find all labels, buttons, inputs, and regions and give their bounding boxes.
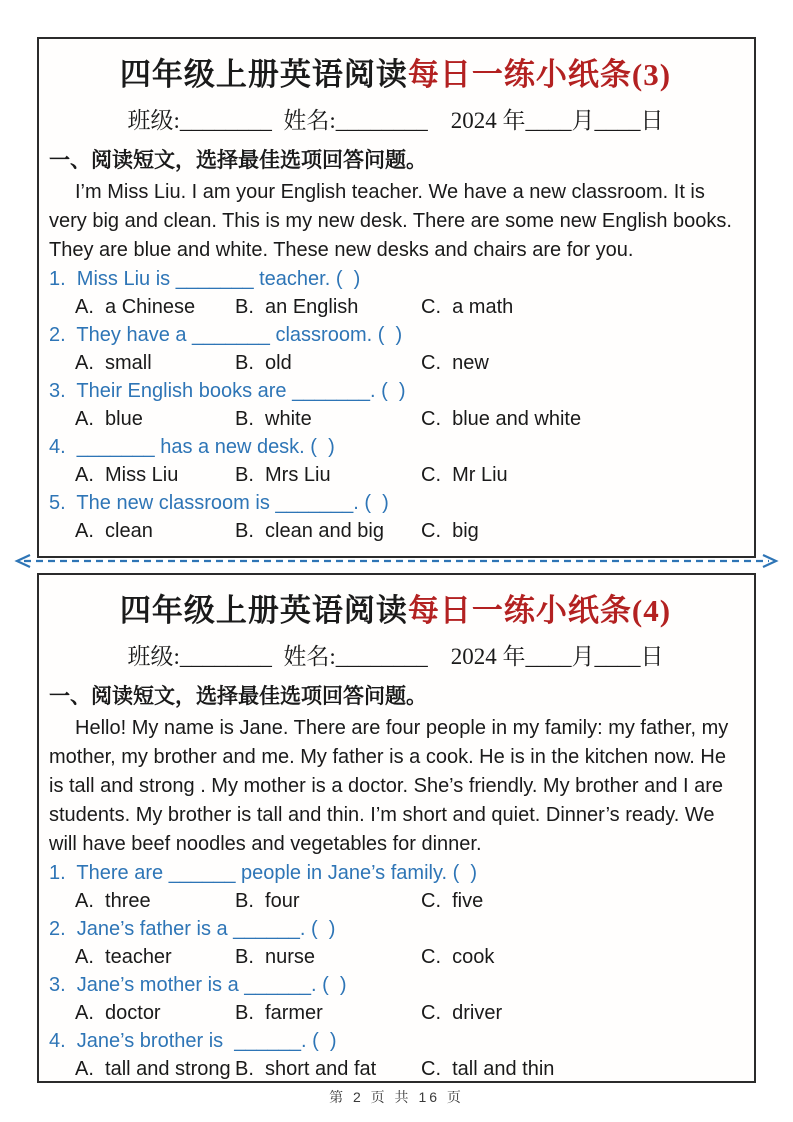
option-b: B. farmer (235, 1002, 323, 1024)
option-c: C. five (421, 890, 484, 912)
option-c: C. tall and thin (421, 1058, 555, 1080)
options-row-2 (49, 349, 742, 377)
option-a: A. tall and strong (75, 1058, 231, 1080)
title-red-part: 每日一练小纸条(4) (407, 593, 672, 628)
class-name-date-line: 班级:________ 姓名:________ 2024 年____月____日 (127, 108, 664, 133)
option-a: A. a Chinese (75, 296, 196, 318)
page-number-footer: 第 2 页 共 16 页 (329, 1089, 464, 1105)
title-black-part: 四年级上册英语阅读 (119, 593, 408, 628)
option-b: B. short and fat (235, 1058, 377, 1080)
question-1: 1. There are ______ people in Jane’s family. ( ) (49, 862, 478, 884)
option-a: A. Miss Liu (75, 464, 179, 486)
options-row-4 (49, 461, 742, 489)
option-c: C. big (421, 520, 479, 542)
options-row-4 (49, 1055, 742, 1083)
option-b: B. clean and big (235, 520, 384, 542)
class-name-date-line: 班级:________ 姓名:________ 2024 年____月____日 (127, 644, 664, 669)
option-a: A. doctor (75, 1002, 161, 1024)
worksheet-4-box (37, 573, 756, 1083)
cut-line-divider (0, 552, 793, 570)
option-a: A. blue (75, 408, 143, 430)
option-c: C. new (421, 352, 489, 374)
option-b: B. an English (235, 296, 359, 318)
question-2: 2. Jane’s father is a ______. ( ) (49, 918, 336, 940)
worksheet-3-box (37, 37, 756, 558)
question-5: 5. The new classroom is _______. ( ) (49, 492, 389, 514)
dashed-line-with-arrows-icon (0, 552, 793, 570)
option-c: C. a math (421, 296, 514, 318)
option-c: C. cook (421, 946, 495, 968)
option-b: B. old (235, 352, 292, 374)
title-red-part: 每日一练小纸条(3) (407, 57, 672, 92)
question-2: 2. They have a _______ classroom. ( ) (49, 324, 403, 346)
options-row-1 (49, 293, 742, 321)
option-a: A. three (75, 890, 151, 912)
option-a: A. teacher (75, 946, 172, 968)
option-b: B. four (235, 890, 300, 912)
worksheet-4-title (49, 585, 742, 630)
question-4: 4. Jane’s brother is ______. ( ) (49, 1030, 337, 1052)
option-b: B. nurse (235, 946, 316, 968)
options-row-2 (49, 943, 742, 971)
question-3: 3. Jane’s mother is a ______. ( ) (49, 974, 347, 996)
option-c: C. Mr Liu (421, 464, 508, 486)
options-row-5 (49, 517, 742, 545)
worksheet-3-title (49, 49, 742, 94)
title-black-part: 四年级上册英语阅读 (119, 57, 408, 92)
section-heading: 一、阅读短文，选择最佳选项回答问题。 (49, 684, 427, 708)
option-b: B. white (235, 408, 312, 430)
reading-passage: Hello! My name is Jane. There are four people in my family: my father, my mother, my brother and me. My father is a cook. He is in the kitchen now. He is tall and strong . My mother is a doctor. She’s friendly. My brother and I are students. My brother is tall and thin. I’m short and quiet. Dinner’s ready. We will have beef noodles and vegetables for dinner. (49, 717, 734, 855)
option-c: C. driver (421, 1002, 503, 1024)
right-arrow-icon (763, 555, 776, 567)
section-heading: 一、阅读短文，选择最佳选项回答问题。 (49, 148, 427, 172)
option-a: A. clean (75, 520, 153, 542)
options-row-3 (49, 999, 742, 1027)
question-1: 1. Miss Liu is _______ teacher. ( ) (49, 268, 361, 290)
option-c: C. blue and white (421, 408, 582, 430)
question-4: 4. _______ has a new desk. ( ) (49, 436, 335, 458)
option-a: A. small (75, 352, 152, 374)
option-b: B. Mrs Liu (235, 464, 331, 486)
reading-passage: I’m Miss Liu. I am your English teacher. We have a new classroom. It is very big and clean. This is my new desk. There are some new English books. They are blue and white. These new desks and chairs are for you. (49, 181, 738, 261)
question-3: 3. Their English books are _______. ( ) (49, 380, 406, 402)
options-row-1 (49, 887, 742, 915)
options-row-3 (49, 405, 742, 433)
